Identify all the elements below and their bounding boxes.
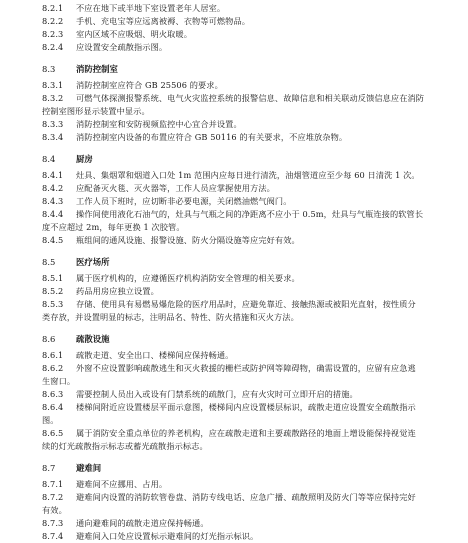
clause-text: 避难间不应挪用、占用。 — [76, 479, 168, 489]
clause-number: 8.2.1 — [42, 3, 64, 13]
clause-number: 8.2.3 — [42, 29, 64, 39]
clause-text: 疏散走道、安全出口、楼梯间应保持畅通。 — [76, 350, 234, 360]
clause-text: 灶具、集烟罩和烟道入口处 1m 范围内应每日进行清洗，油烟管道应至少每 60 日清洗 1 次。 — [76, 170, 420, 180]
section-heading-8-4 — [42, 152, 454, 166]
section-number: 8.5 — [42, 257, 56, 267]
clause-8-5-2 — [42, 285, 454, 298]
clause-8-3-4 — [42, 131, 454, 144]
clause-text: 外窗不应设置影响疏散逃生和灭火救援的栅栏或防护网等障碍物，确需设置的，应留有应急逃 — [76, 363, 416, 373]
clause-8-4-1 — [42, 169, 454, 182]
clause-text: 通向避难间的疏散走道应保持畅通。 — [76, 518, 209, 528]
section-number: 8.4 — [42, 154, 56, 164]
clause-text: 操作间使用液化石油气的，灶具与气瓶之间的净距离不应小于 0.5m，灶具与气瓶连接的软管长 — [76, 209, 424, 219]
section-number: 8.6 — [42, 334, 56, 344]
section-heading-8-6 — [42, 332, 454, 346]
clause-8-2-3 — [42, 28, 454, 41]
clause-number: 8.3.2 — [42, 93, 64, 103]
clause-text: 瓶组间的通风设施、报警设施、防火分隔设施等应完好有效。 — [76, 235, 300, 245]
clause-8-7-1 — [42, 478, 454, 491]
clause-text: 可燃气体探测报警系统、电气火灾监控系统的报警信息、故障信息和相关联动反馈信息应在消防 — [76, 93, 425, 103]
clause-8-7-3 — [42, 517, 454, 530]
section-heading-8-7 — [42, 461, 454, 475]
clause-text: 工作人员下班时，应切断非必要电源，关闭燃油燃气阀门。 — [76, 196, 292, 206]
section-title: 消防控制室 — [76, 64, 118, 74]
clause-number: 8.3.1 — [42, 80, 64, 90]
clause-text: 室内区域不应吸烟、明火取暖。 — [76, 29, 193, 39]
clause-number: 8.7.2 — [42, 492, 64, 502]
section-title: 避难间 — [76, 463, 102, 473]
section-title: 疏散设施 — [76, 334, 110, 344]
clause-text-continuation: 控制室图形显示装置中显示。 — [42, 106, 150, 116]
clause-8-4-3 — [42, 195, 454, 208]
clause-text: 应配备灭火毯、灭火器等，工作人员应掌握使用方法。 — [76, 183, 275, 193]
section-number: 8.3 — [42, 64, 56, 74]
clause-8-5-3 — [42, 298, 454, 311]
section-title: 厨房 — [76, 154, 93, 164]
section-heading-8-3 — [42, 62, 454, 76]
clause-text: 属于医疗机构的，应遵循医疗机构消防安全管理的相关要求。 — [76, 273, 300, 283]
clause-number: 8.6.3 — [42, 389, 64, 399]
clause-number: 8.5.1 — [42, 273, 64, 283]
clause-text: 消防控制室内设备的布置应符合 GB 50116 的有关要求，不应堆放杂物。 — [76, 132, 348, 142]
clause-number: 8.3.4 — [42, 132, 64, 142]
clause-text: 存储、使用具有易燃易爆危险的医疗用品时，应避免靠近、接触热源或被阳光直射，按性质分 — [76, 299, 416, 309]
clause-8-4-5 — [42, 234, 454, 247]
clause-number: 8.6.1 — [42, 350, 64, 360]
clause-number: 8.6.2 — [42, 363, 64, 373]
clause-8-3-1 — [42, 79, 454, 92]
clause-number: 8.4.1 — [42, 170, 64, 180]
clause-text: 应设置安全疏散指示图。 — [76, 42, 168, 52]
clause-number: 8.6.4 — [42, 402, 64, 412]
clause-8-2-4 — [42, 41, 454, 54]
clause-8-6-5 — [42, 427, 454, 440]
clause-number: 8.5.2 — [42, 286, 64, 296]
clause-number: 8.3.3 — [42, 119, 64, 129]
clause-number: 8.2.2 — [42, 16, 64, 26]
clause-8-2-2 — [42, 15, 454, 28]
clause-text: 手机、充电宝等应远离被褥、衣物等可燃物品。 — [76, 16, 251, 26]
clause-text-continuation: 有效。 — [42, 505, 67, 515]
section-title: 医疗场所 — [76, 257, 110, 267]
clause-text-continuation: 类存放，并设置明显的标志，注明品名、特性、防火措施和灭火方法。 — [42, 312, 299, 322]
clause-text: 需要控制人员出入或设有门禁系统的疏散门，应有火灾时可立即开启的措施。 — [76, 389, 358, 399]
clause-text-continuation: 图。 — [42, 415, 59, 425]
clause-8-2-1 — [42, 2, 454, 15]
clause-8-4-4 — [42, 208, 454, 221]
clause-number: 8.4.3 — [42, 196, 64, 206]
section-number: 8.7 — [42, 463, 56, 473]
clause-8-7-4 — [42, 530, 454, 543]
clause-number: 8.6.5 — [42, 428, 64, 438]
clause-text: 消防控制室应符合 GB 25506 的要求。 — [76, 80, 223, 90]
clause-text: 消防控制室和安防视频监控中心宜合并设置。 — [76, 119, 242, 129]
clause-number: 8.7.3 — [42, 518, 64, 528]
clause-number: 8.4.5 — [42, 235, 64, 245]
clause-text: 药品用房应独立设置。 — [76, 286, 159, 296]
clause-text-continuation: 续的灯光疏散指示标志或蓄光疏散指示标志。 — [42, 441, 208, 451]
clause-8-6-4 — [42, 401, 454, 414]
clause-text: 属于消防安全重点单位的养老机构，应在疏散走道和主要疏散路径的地面上增设能保持视觉连 — [76, 428, 416, 438]
clause-number: 8.7.4 — [42, 531, 64, 541]
clause-number: 8.4.4 — [42, 209, 64, 219]
clause-8-3-3 — [42, 118, 454, 131]
clause-number: 8.2.4 — [42, 42, 64, 52]
clause-8-6-1 — [42, 349, 454, 362]
clause-8-6-3 — [42, 388, 454, 401]
section-heading-8-5 — [42, 255, 454, 269]
clause-text: 避难间入口处应设置标示避难间的灯光指示标识。 — [76, 531, 259, 541]
clause-number: 8.5.3 — [42, 299, 64, 309]
clause-text: 楼梯间附近应设置楼层平面示意图，楼梯间内应设置楼层标识，疏散走道应设置安全疏散指示 — [76, 402, 416, 412]
clause-8-4-2 — [42, 182, 454, 195]
clause-number: 8.4.2 — [42, 183, 64, 193]
clause-text: 避难间内设置的消防软管卷盘、消防专线电话、应急广播、疏散照明及防火门等等应保持完好 — [76, 492, 416, 502]
clause-8-6-2 — [42, 362, 454, 375]
clause-8-5-1 — [42, 272, 454, 285]
clause-text: 不应在地下或半地下室设置老年人居室。 — [76, 3, 226, 13]
clause-8-7-2 — [42, 491, 454, 504]
clause-8-3-2 — [42, 92, 454, 105]
clause-number: 8.7.1 — [42, 479, 64, 489]
clause-text-continuation: 度不应超过 2m，每年更换 1 次胶管。 — [42, 222, 185, 232]
clause-text-continuation: 生窗口。 — [42, 376, 76, 386]
